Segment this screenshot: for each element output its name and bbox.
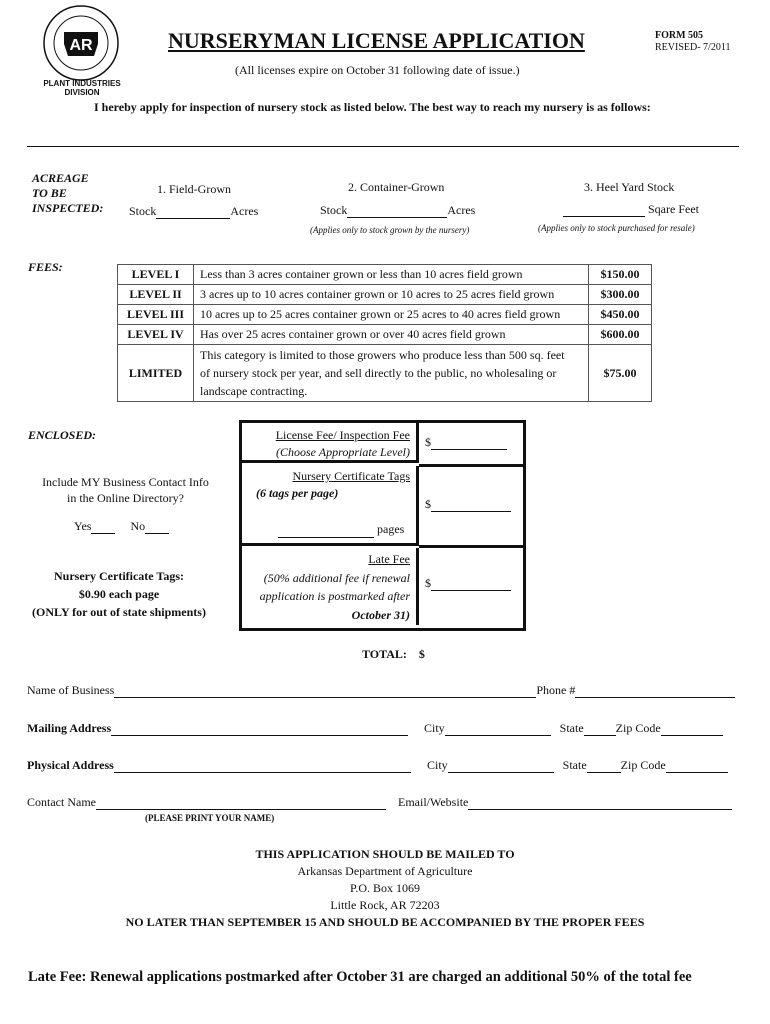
mailing-zip-label: Zip Code — [615, 721, 661, 735]
fee-price: $300.00 — [589, 285, 652, 305]
late-fee-note-l1: (50% additional fee if renewal — [263, 570, 410, 585]
fee-description: Has over 25 acres container grown or over 40 acres field grown — [194, 325, 589, 345]
email-label: Email/Website — [398, 795, 469, 809]
pages-label: pages — [377, 522, 405, 536]
physical-zip-label: Zip Code — [620, 758, 666, 772]
form-title: NURSERYMAN LICENSE APPLICATION — [168, 28, 585, 53]
mailing-zip-input[interactable] — [661, 723, 723, 736]
physical-zip-input[interactable] — [666, 760, 728, 773]
mailing-city-label: City — [424, 721, 445, 735]
nursery-contact-line[interactable] — [27, 146, 739, 147]
cert-tags-label: Nursery Certificate Tags — [292, 469, 410, 483]
mailing-state-input[interactable] — [584, 723, 616, 736]
fees-label: FEES: — [28, 260, 63, 274]
container-grown-acres-input[interactable] — [347, 205, 447, 218]
directory-question-l1: Include MY Business Contact Info — [42, 475, 209, 489]
form-number: FORM 505 — [655, 30, 704, 41]
mail-to-line2: P.O. Box 1069 — [349, 881, 420, 895]
physical-city-input[interactable] — [448, 760, 554, 773]
print-name-note: (PLEASE PRINT YOUR NAME) — [145, 813, 275, 823]
directory-question-l2: in the Online Directory? — [67, 491, 184, 505]
mail-deadline: NO LATER THAN SEPTEMBER 15 AND SHOULD BE ACCOMPANIED BY THE PROPER FEES — [125, 915, 645, 929]
acreage-label-l3: INSPECTED: — [32, 201, 104, 215]
cert-tags-pages-input[interactable] — [278, 525, 374, 538]
mail-to-line3: Little Rock, AR 72203 — [330, 898, 440, 912]
expiration-note: (All licenses expire on October 31 following date of issue.) — [235, 63, 520, 77]
container-acres-label: Acres — [447, 203, 476, 217]
cert-tags-note: (6 tags per page) — [256, 486, 339, 500]
field-grown-acres-input[interactable] — [156, 206, 230, 219]
late-fee-notice: Late Fee: Renewal applications postmarked after October 31 are charged an additional 50% of the total fee — [28, 969, 692, 985]
tags-info-note: (ONLY for out of state shipments) — [32, 605, 206, 619]
fee-level: LIMITED — [118, 345, 194, 402]
limited-desc-l1: This category is limited to those growers who produce less than 500 sq. feet — [200, 348, 565, 362]
fee-description: 10 acres up to 25 acres container grown or 25 acres to 40 acres field grown — [194, 305, 589, 325]
revised-date: REVISED- 7/2011 — [655, 42, 731, 53]
license-fee-amount-input[interactable] — [431, 437, 507, 450]
license-fee-label: License Fee/ Inspection Fee — [275, 428, 410, 442]
container-grown-title: 2. Container-Grown — [348, 180, 445, 194]
acreage-label-l1: ACREAGE — [32, 171, 89, 185]
late-fee-note-l3: October 31) — [351, 607, 410, 622]
field-stock-label: Stock — [129, 204, 157, 218]
fee-price: $450.00 — [589, 305, 652, 325]
department-seal — [42, 4, 120, 82]
fee-level: LEVEL II — [118, 285, 194, 305]
license-fee-note: (Choose Appropriate Level) — [276, 445, 410, 459]
square-feet-label: Sqare Feet — [648, 202, 699, 216]
email-input[interactable] — [468, 797, 732, 810]
fee-description: 3 acres up to 10 acres container grown or 10 acres to 25 acres field grown — [194, 285, 589, 305]
fee-price: $150.00 — [589, 265, 652, 285]
container-grown-note: (Applies only to stock grown by the nursery) — [310, 225, 470, 235]
late-fee-label: Late Fee — [368, 552, 410, 566]
late-fee-dollar: $ — [425, 576, 431, 590]
fee-description: Less than 3 acres container grown or less than 10 acres field grown — [194, 265, 589, 285]
physical-state-input[interactable] — [587, 760, 621, 773]
fees-table — [117, 264, 652, 402]
tags-info-price: $0.90 each page — [78, 587, 160, 601]
directory-no-label: No — [130, 519, 146, 533]
fee-price: $75.00 — [589, 345, 652, 402]
cert-tags-dollar: $ — [425, 497, 431, 511]
fee-row-level-2 — [118, 285, 652, 305]
division-line1: PLANT INDUSTRIES — [43, 79, 121, 88]
physical-city-label: City — [427, 758, 448, 772]
seal-graphic — [42, 4, 120, 82]
heel-yard-note: (Applies only to stock purchased for resale) — [538, 223, 695, 233]
phone-input[interactable] — [575, 685, 735, 698]
total-dollar[interactable]: $ — [418, 647, 425, 661]
limited-desc-l2: of nursery stock per year, and sell directly to the public, no wholesaling or — [200, 366, 557, 380]
heel-yard-title: 3. Heel Yard Stock — [584, 180, 675, 194]
enclosed-label: ENCLOSED: — [28, 428, 97, 442]
field-grown-title: 1. Field-Grown — [157, 182, 231, 196]
division-line2: DIVISION — [64, 88, 100, 97]
contact-name-label: Contact Name — [27, 795, 96, 809]
fee-price: $600.00 — [589, 325, 652, 345]
mailing-address-label: Mailing Address — [27, 721, 112, 735]
directory-yes-input[interactable] — [91, 521, 115, 534]
svg-text:AR: AR — [69, 37, 93, 54]
license-fee-dollar: $ — [425, 435, 431, 449]
cert-tags-amount-input[interactable] — [431, 499, 511, 512]
directory-no-input[interactable] — [145, 521, 169, 534]
total-label: TOTAL: — [362, 647, 407, 661]
late-fee-note-l2: application is postmarked after — [259, 589, 410, 603]
physical-state-label: State — [562, 758, 587, 772]
mail-to-heading: THIS APPLICATION SHOULD BE MAILED TO — [255, 847, 515, 861]
phone-label: Phone # — [536, 683, 576, 697]
limited-desc-l3: landscape contracting. — [200, 384, 308, 398]
container-stock-label: Stock — [320, 203, 348, 217]
enclosed-fees-box — [239, 420, 526, 631]
contact-name-input[interactable] — [96, 797, 386, 810]
acreage-label-l2: TO BE — [32, 186, 67, 200]
heel-yard-sqft-input[interactable] — [563, 204, 645, 217]
mailing-address-input[interactable] — [111, 723, 408, 736]
fee-row-level-3 — [118, 305, 652, 325]
mailing-state-label: State — [559, 721, 584, 735]
tags-info-title: Nursery Certificate Tags: — [54, 569, 184, 583]
field-acres-label: Acres — [230, 204, 259, 218]
late-fee-amount-input[interactable] — [431, 578, 511, 591]
business-name-input[interactable] — [114, 685, 536, 698]
fee-row-level-1 — [118, 265, 652, 285]
directory-yes-label: Yes — [74, 519, 92, 533]
fee-row-limited — [118, 345, 652, 402]
fee-level: LEVEL IV — [118, 325, 194, 345]
mail-to-line1: Arkansas Department of Agriculture — [297, 864, 473, 878]
mailing-city-input[interactable] — [445, 723, 551, 736]
physical-address-label: Physical Address — [27, 758, 114, 772]
intro-statement: I hereby apply for inspection of nursery stock as listed below. The best way to reach my nursery is as follows: — [94, 100, 651, 114]
fee-row-level-4 — [118, 325, 652, 345]
fee-level: LEVEL I — [118, 265, 194, 285]
physical-address-input[interactable] — [114, 760, 411, 773]
fee-level: LEVEL III — [118, 305, 194, 325]
business-name-label: Name of Business — [27, 683, 115, 697]
